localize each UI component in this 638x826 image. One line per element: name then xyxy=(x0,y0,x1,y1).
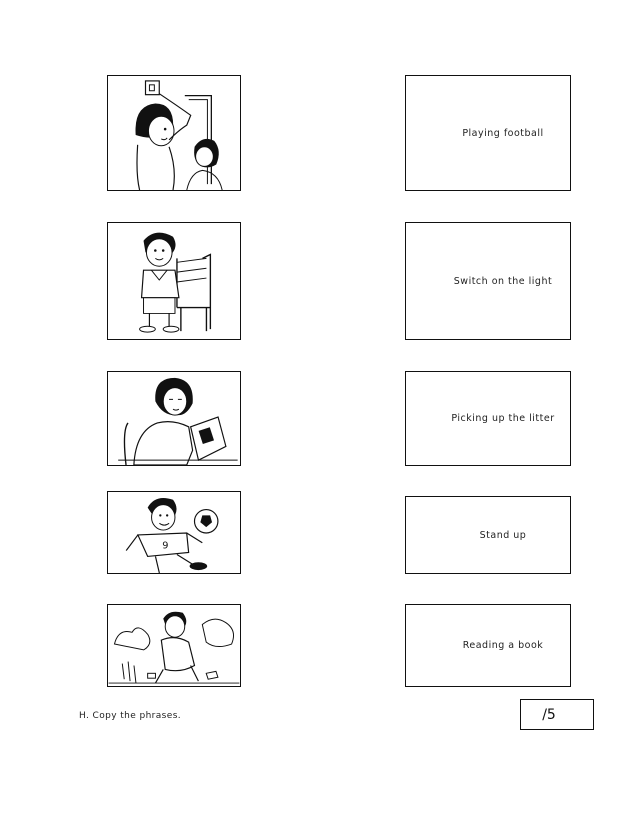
picture-football xyxy=(107,491,241,574)
svg-text:9: 9 xyxy=(162,540,169,552)
section-instruction: H. Copy the phrases. xyxy=(79,711,182,721)
phrase-text: Playing football xyxy=(462,127,544,139)
boy-playing-football-icon xyxy=(108,492,240,573)
phrase-card xyxy=(405,75,571,191)
score-label: /5 xyxy=(542,706,556,723)
phrase-card xyxy=(405,371,571,466)
phrase-card xyxy=(405,604,571,687)
phrase-text: Switch on the light xyxy=(453,275,553,287)
girl-switching-light-icon xyxy=(108,76,240,190)
phrase-text: Stand up xyxy=(479,529,527,541)
girl-reading-book-icon xyxy=(108,372,240,465)
picture-reading xyxy=(107,371,241,466)
phrase-card xyxy=(405,496,571,574)
picture-switch-light xyxy=(107,75,241,191)
phrase-text: Picking up the litter xyxy=(451,413,555,424)
picture-litter xyxy=(107,604,241,687)
boy-picking-litter-icon xyxy=(108,605,240,686)
boy-standing-by-chair-icon xyxy=(108,223,240,339)
phrase-card xyxy=(405,222,571,340)
phrase-text: Reading a book xyxy=(462,640,544,651)
score-box xyxy=(520,699,594,730)
picture-stand-up xyxy=(107,222,241,340)
